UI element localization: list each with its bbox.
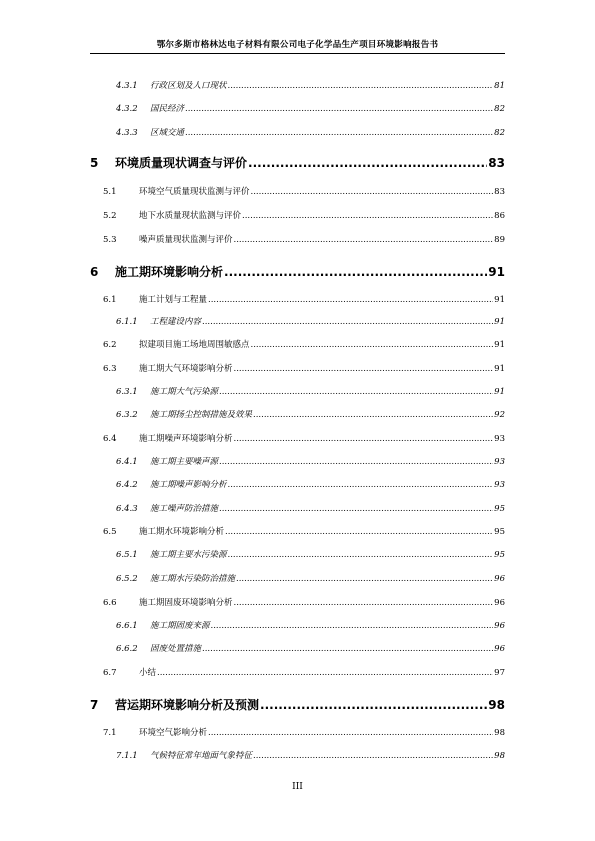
- dot-leader: [208, 295, 493, 305]
- dot-leader: [234, 598, 494, 608]
- toc-entry[interactable]: [116, 455, 505, 467]
- dot-leader: [242, 211, 493, 221]
- toc-entry-number: 6.1.1: [116, 317, 138, 327]
- toc-entry-number: 6.4.2: [116, 480, 138, 490]
- toc-entry-page: 82: [494, 104, 505, 114]
- dot-leader: [234, 434, 494, 444]
- toc-entry-page: 86: [494, 211, 505, 221]
- toc-entry-title: 施工期水环境影响分析: [139, 527, 225, 537]
- toc-entry[interactable]: [103, 596, 505, 608]
- toc-entry-title: 施工期固废环境影响分析: [139, 598, 233, 608]
- toc-entry-title: 施工期扬尘控制措施及效果: [150, 410, 253, 420]
- dot-leader: [219, 457, 493, 467]
- dot-leader: [225, 527, 493, 537]
- toc-entry-page: 95: [494, 504, 505, 514]
- toc-entry-number: 6.4.3: [116, 504, 138, 514]
- dot-leader: [224, 265, 487, 279]
- toc-entry-page: 96: [494, 621, 505, 631]
- toc-entry-title: 拟建项目施工场地周围敏感点: [139, 340, 250, 350]
- toc-entry[interactable]: [116, 749, 505, 761]
- dot-leader: [234, 235, 494, 245]
- toc-entry-number: 6.6.1: [116, 621, 138, 631]
- toc-entry-title: 小结: [139, 668, 157, 678]
- toc-entry-number: 6.3.1: [116, 387, 138, 397]
- toc-entry-page: 96: [494, 574, 505, 584]
- toc-entry-title: 地下水质量现状监测与评价: [139, 211, 242, 221]
- toc-entry-title: 施工期水污染防治措施: [150, 574, 236, 584]
- toc-entry[interactable]: [116, 315, 505, 327]
- toc-entry[interactable]: [103, 666, 505, 678]
- toc-entry[interactable]: [103, 338, 505, 350]
- toc-entry-page: 91: [494, 364, 505, 374]
- dot-leader: [219, 387, 493, 397]
- toc-entry-title: 固废处置措施: [150, 644, 202, 654]
- toc-entry-number: 6: [90, 265, 99, 279]
- toc-entry-number: 6.4.1: [116, 457, 138, 467]
- toc-entry[interactable]: [116, 502, 505, 514]
- toc-entry-page: 81: [494, 81, 505, 91]
- toc-entry-number: 6.6: [103, 598, 117, 608]
- toc-entry[interactable]: [116, 642, 505, 654]
- toc-entry-title: 施工期噪声影响分析: [150, 480, 227, 490]
- toc-entry-page: 91: [494, 295, 505, 305]
- toc-entry-page: 97: [494, 668, 505, 678]
- toc-entry[interactable]: [116, 79, 505, 91]
- toc-entry-page: 98: [494, 751, 505, 761]
- dot-leader: [211, 621, 494, 631]
- toc-entry-title: 营运期环境影响分析及预测: [115, 698, 260, 712]
- toc-entry[interactable]: [103, 362, 505, 374]
- toc-entry-page: 82: [494, 128, 505, 138]
- toc-entry-page: 93: [494, 457, 505, 467]
- toc-entry[interactable]: [90, 263, 505, 280]
- toc-entry-title: 国民经济: [150, 104, 185, 114]
- toc-entry-number: 6.7: [103, 668, 117, 678]
- toc-entry[interactable]: [116, 619, 505, 631]
- toc-entry[interactable]: [116, 408, 505, 420]
- dot-leader: [228, 81, 494, 91]
- toc-entry-title: 工程建设内容: [150, 317, 202, 327]
- toc-entry-title: 施工期大气环境影响分析: [139, 364, 233, 374]
- toc-entry-page: 83: [494, 187, 505, 197]
- dot-leader: [248, 156, 487, 170]
- toc-entry-title: 区域交通: [150, 128, 185, 138]
- toc-entry-page: 91: [494, 317, 505, 327]
- toc-entry[interactable]: [90, 696, 505, 713]
- toc-entry-page: 91: [488, 265, 505, 279]
- toc-entry[interactable]: [116, 572, 505, 584]
- toc-entry-number: 6.1: [103, 295, 117, 305]
- toc-entry-number: 5.2: [103, 211, 117, 221]
- toc-entry-number: 5.1: [103, 187, 117, 197]
- toc-entry-page: 93: [494, 434, 505, 444]
- toc-entry[interactable]: [116, 126, 505, 138]
- toc-entry-title: 施工噪声防治措施: [150, 504, 219, 514]
- toc-entry-page: 95: [494, 527, 505, 537]
- toc-entry-number: 7.1: [103, 728, 117, 738]
- toc-entry-title: 施工期固废来源: [150, 621, 210, 631]
- toc-entry-number: 6.5: [103, 527, 117, 537]
- page-number: III: [292, 782, 303, 792]
- toc-entry-number: 5.3: [103, 235, 117, 245]
- toc-entry-page: 93: [494, 480, 505, 490]
- toc-entry-number: 7: [90, 698, 99, 712]
- dot-leader: [228, 550, 494, 560]
- dot-leader: [202, 644, 493, 654]
- toc-entry-page: 96: [494, 644, 505, 654]
- dot-leader: [185, 128, 493, 138]
- toc-entry[interactable]: [116, 102, 505, 114]
- toc-entry[interactable]: [103, 293, 505, 305]
- toc-entry-number: 4.3.1: [116, 81, 138, 91]
- toc-entry-title: 噪声质量现状监测与评价: [139, 235, 233, 245]
- toc-entry-page: 89: [494, 235, 505, 245]
- dot-leader: [208, 728, 493, 738]
- toc-entry-page: 98: [494, 728, 505, 738]
- dot-leader: [251, 187, 494, 197]
- toc-entry-page: 98: [488, 698, 505, 712]
- toc-entry-title: 行政区划及人口现状: [150, 81, 227, 91]
- toc-entry[interactable]: [103, 185, 505, 197]
- dot-leader: [260, 698, 487, 712]
- toc-entry[interactable]: [116, 385, 505, 397]
- toc-entry[interactable]: [103, 233, 505, 245]
- toc-entry-title: 施工计划与工程量: [139, 295, 208, 305]
- toc-entry-title: 施工期主要噪声源: [150, 457, 219, 467]
- toc-entry[interactable]: [116, 548, 505, 560]
- dot-leader: [234, 364, 494, 374]
- toc-entry-number: 6.5.1: [116, 550, 138, 560]
- dot-leader: [219, 504, 493, 514]
- toc-entry-number: 4.3.2: [116, 104, 138, 114]
- toc-entry-page: 95: [494, 550, 505, 560]
- toc-entry-number: 6.3: [103, 364, 117, 374]
- toc-entry[interactable]: [103, 525, 505, 537]
- dot-leader: [202, 317, 493, 327]
- toc-entry-title: 施工期噪声环境影响分析: [139, 434, 233, 444]
- toc-entry[interactable]: [103, 209, 505, 221]
- toc-entry-title: 施工期主要水污染源: [150, 550, 227, 560]
- toc-entry-page: 83: [488, 156, 505, 170]
- toc-entry-title: 环境质量现状调查与评价: [115, 156, 248, 170]
- toc-entry-page: 96: [494, 598, 505, 608]
- dot-leader: [253, 751, 493, 761]
- toc-entry[interactable]: [90, 154, 505, 171]
- dot-leader: [253, 410, 493, 420]
- toc-entry[interactable]: [103, 726, 505, 738]
- toc-entry-page: 92: [494, 410, 505, 420]
- toc-entry-number: 5: [90, 156, 99, 170]
- toc-entry-title: 施工期大气污染源: [150, 387, 219, 397]
- toc-entry-number: 6.6.2: [116, 644, 138, 654]
- toc-entry-title: 环境空气质量现状监测与评价: [139, 187, 250, 197]
- dot-leader: [228, 480, 494, 490]
- toc-entry-number: 6.4: [103, 434, 117, 444]
- dot-leader: [251, 340, 494, 350]
- toc-entry[interactable]: [103, 432, 505, 444]
- toc-entry-number: 6.2: [103, 340, 117, 350]
- toc-entry-number: 7.1.1: [116, 751, 138, 761]
- dot-leader: [185, 104, 493, 114]
- dot-leader: [157, 668, 493, 678]
- toc-entry-number: 6.3.2: [116, 410, 138, 420]
- toc-entry-title: 施工期环境影响分析: [115, 265, 224, 279]
- toc-entry-title: 气候特征常年地面气象特征: [150, 751, 253, 761]
- toc-entry-page: 91: [494, 387, 505, 397]
- running-header: 鄂尔多斯市格林达电子材料有限公司电子化学品生产项目环境影响报告书: [156, 40, 439, 50]
- toc-entry-title: 环境空气影响分析: [139, 728, 208, 738]
- toc-entry-number: 6.5.2: [116, 574, 138, 584]
- toc-entry[interactable]: [116, 478, 505, 490]
- toc-entry-page: 91: [494, 340, 505, 350]
- toc-entry-number: 4.3.3: [116, 128, 138, 138]
- dot-leader: [236, 574, 493, 584]
